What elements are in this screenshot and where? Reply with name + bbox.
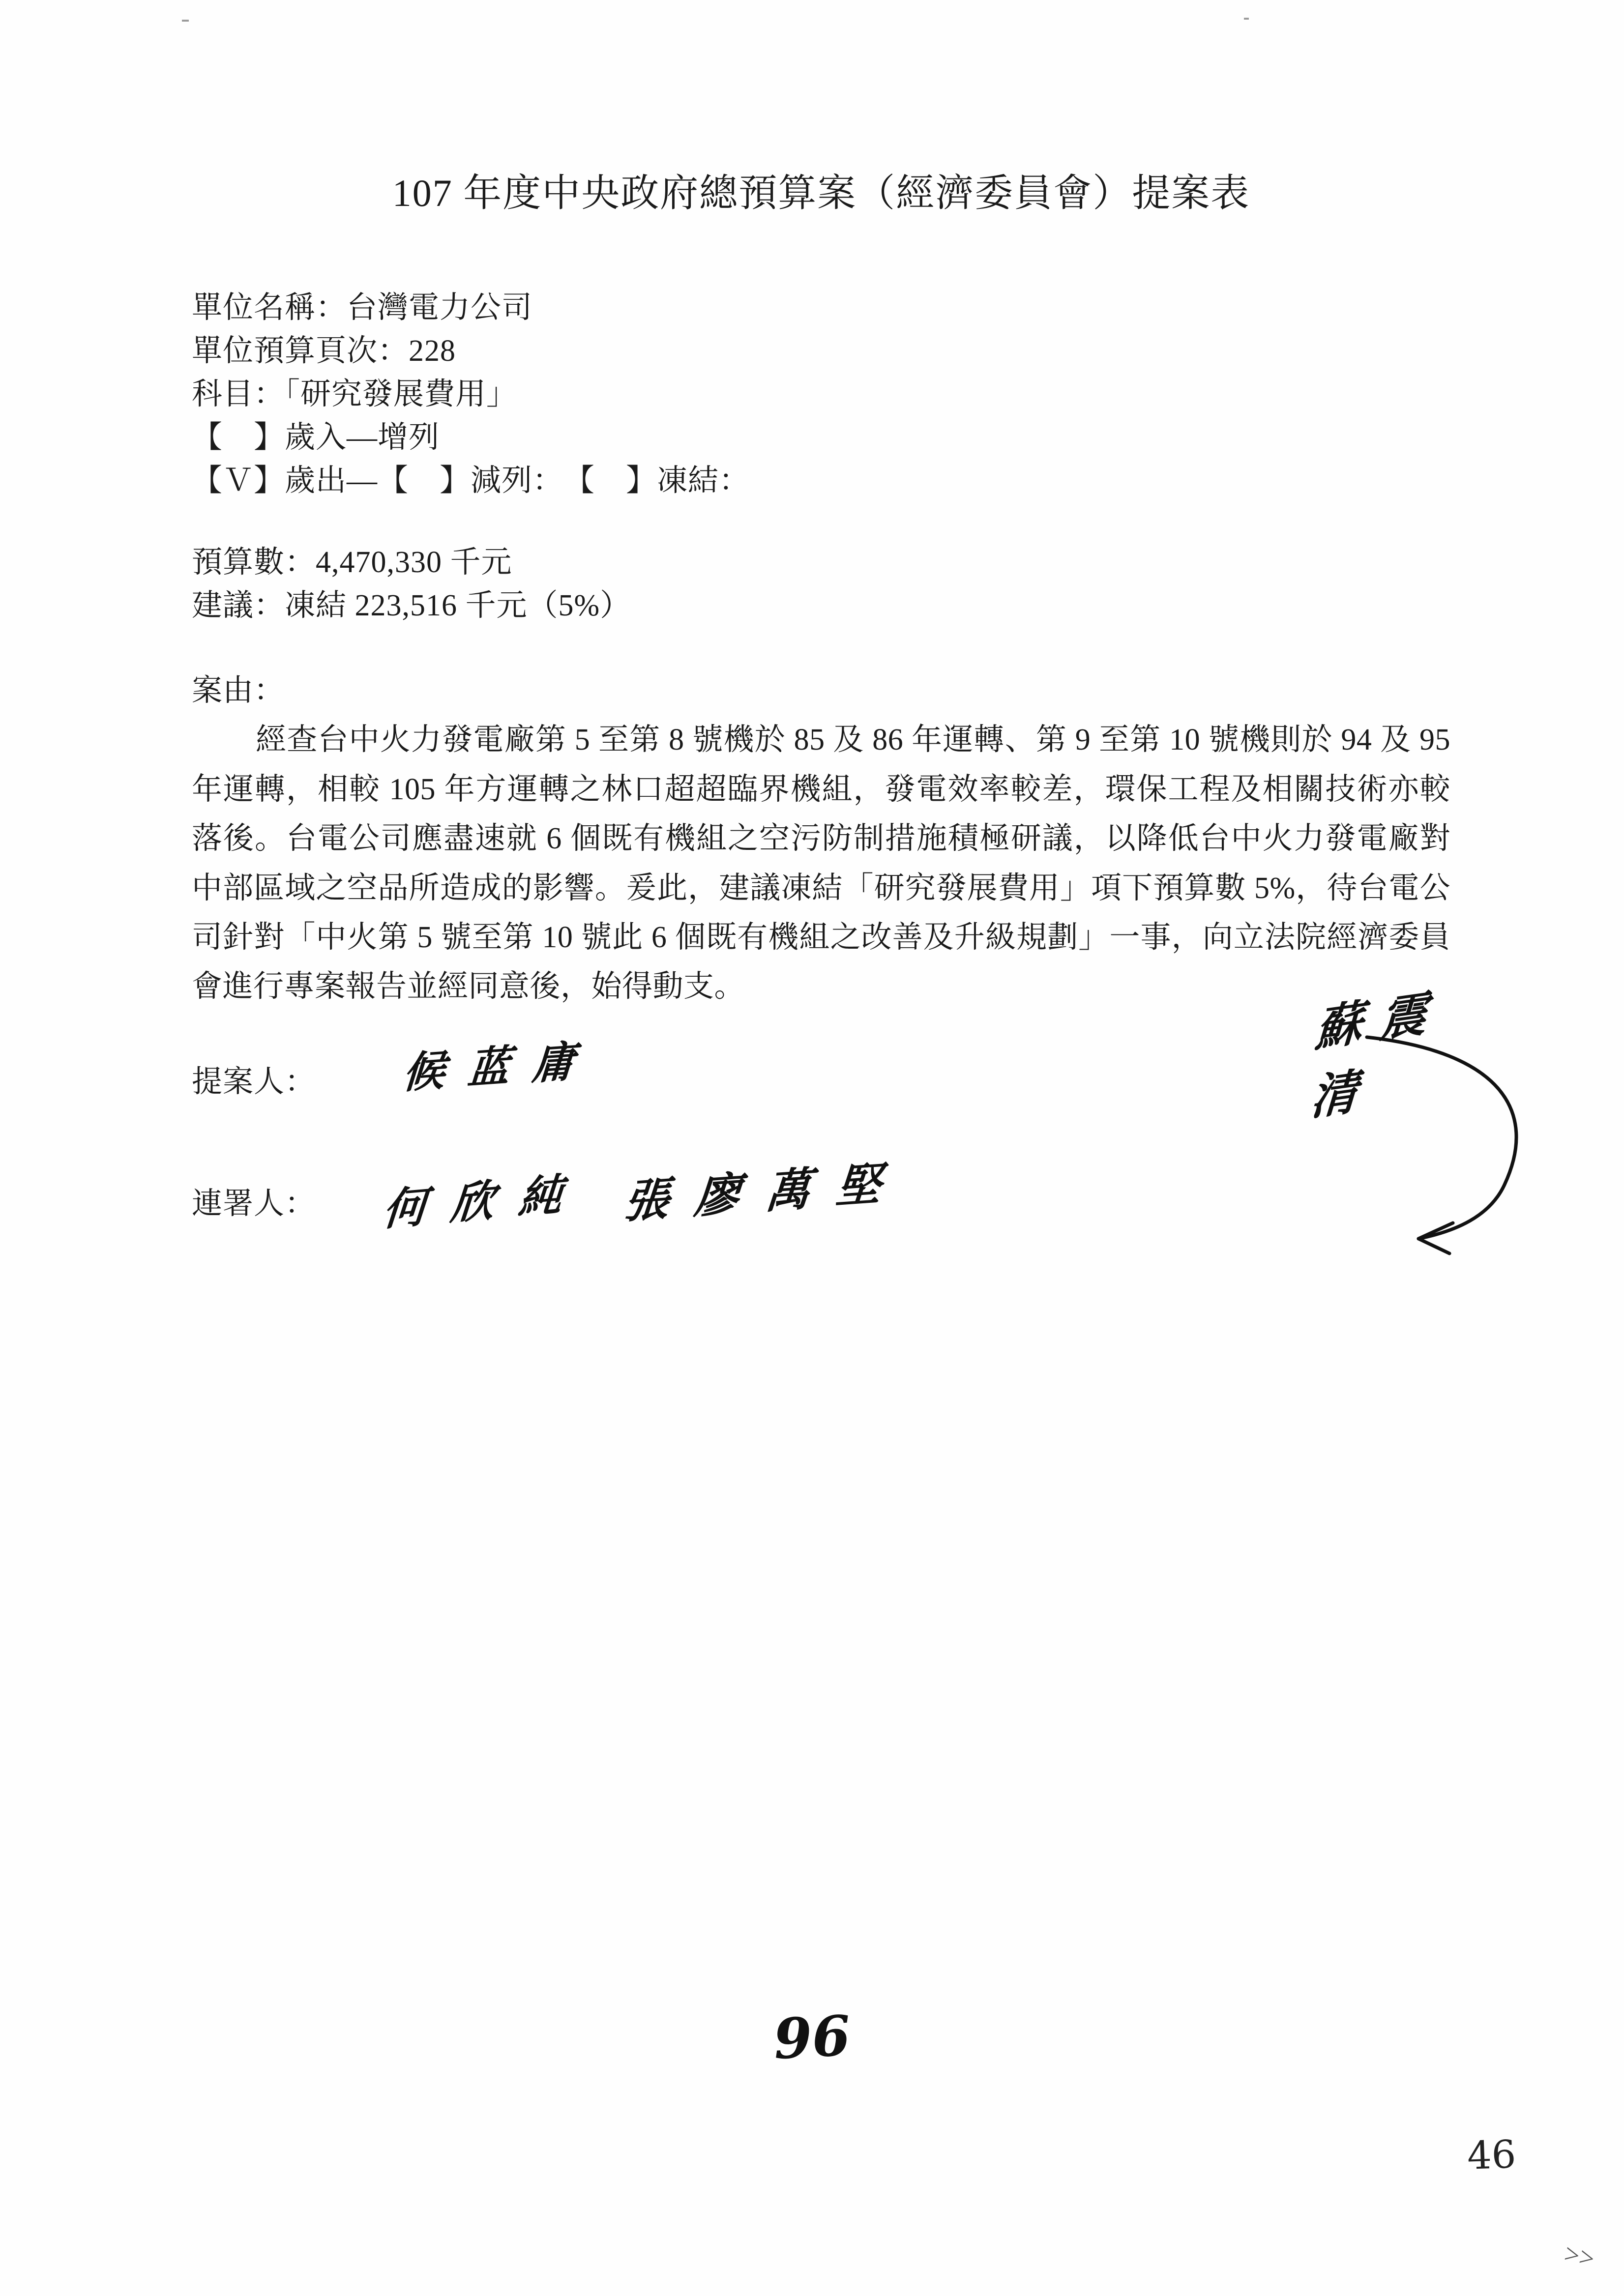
page-title: 107 年度中央政府總預算案（經濟委員會）提案表 <box>392 172 1250 214</box>
cosigner-signature-2: 張 廖 萬 堅 <box>621 1157 888 1229</box>
spacer <box>192 627 1450 666</box>
spacer <box>192 1012 1450 1057</box>
cosigner-label: 連署人： <box>192 1187 316 1221</box>
budget-amount-line: 預算數：4,470,330 千元 <box>192 546 512 580</box>
meta-block <box>192 286 1450 502</box>
cosigner-signature-1: 何 欣 純 <box>381 1167 569 1236</box>
unit-name-line: 單位名稱：台灣電力公司 <box>192 291 533 324</box>
page-number-handwritten: 96 <box>772 2004 852 2072</box>
scan-artifact-top-right <box>1244 18 1249 20</box>
budget-block <box>192 541 1450 627</box>
spacer <box>192 502 1450 541</box>
reason-label: 案由： <box>192 674 285 708</box>
budget-suggestion-line: 建議：凍結 223,516 千元（5%） <box>192 589 631 623</box>
reason-body: 經查台中火力發電廠第 5 至第 8 號機於 85 及 86 年運轉、第 9 至第 10 號機則於 94 及 95 年運轉，相較 105 年方運轉之林口超超臨界機組，發電效率較差，環保工程及相關技術亦較落後。台電公司應盡速就 6 個既有機組之空污防制措施積極研議，以降低台中火力發電廠對中部區域之空品所造成的影響。爰此，建議凍結「研究發展費用」項下預算數 5%，待台電公司針對「中火第 5 號至第 10 號此 6 個既有機組之改善及升級規劃」一事，向立法院經濟委員會進行專案報告並經同意後，始得動支。 <box>192 723 1450 1004</box>
proposer-label: 提案人： <box>192 1065 316 1099</box>
expenditure-checkbox-line: 【Ｖ】歲出—【 】減列： 【 】凍結： <box>192 464 750 498</box>
corner-scan-mark: >> <box>1562 2238 1597 2274</box>
budget-page-line: 單位預算頁次：228 <box>192 334 456 368</box>
revenue-checkbox-line: 【 】歲入—增列 <box>192 421 440 455</box>
page-number-corner: 46 <box>1466 2132 1517 2179</box>
scan-artifact-top <box>182 20 189 22</box>
document-content <box>192 162 1450 1262</box>
proposer-signature: 候 蓝 庸 <box>401 1036 581 1099</box>
subject-line: 科目：「研究發展費用」 <box>192 378 518 411</box>
proposer-row <box>192 987 1450 1140</box>
margin-annotation-signature: 蘇 震 清 <box>1309 987 1432 1125</box>
cosigner-row <box>192 1157 1450 1262</box>
